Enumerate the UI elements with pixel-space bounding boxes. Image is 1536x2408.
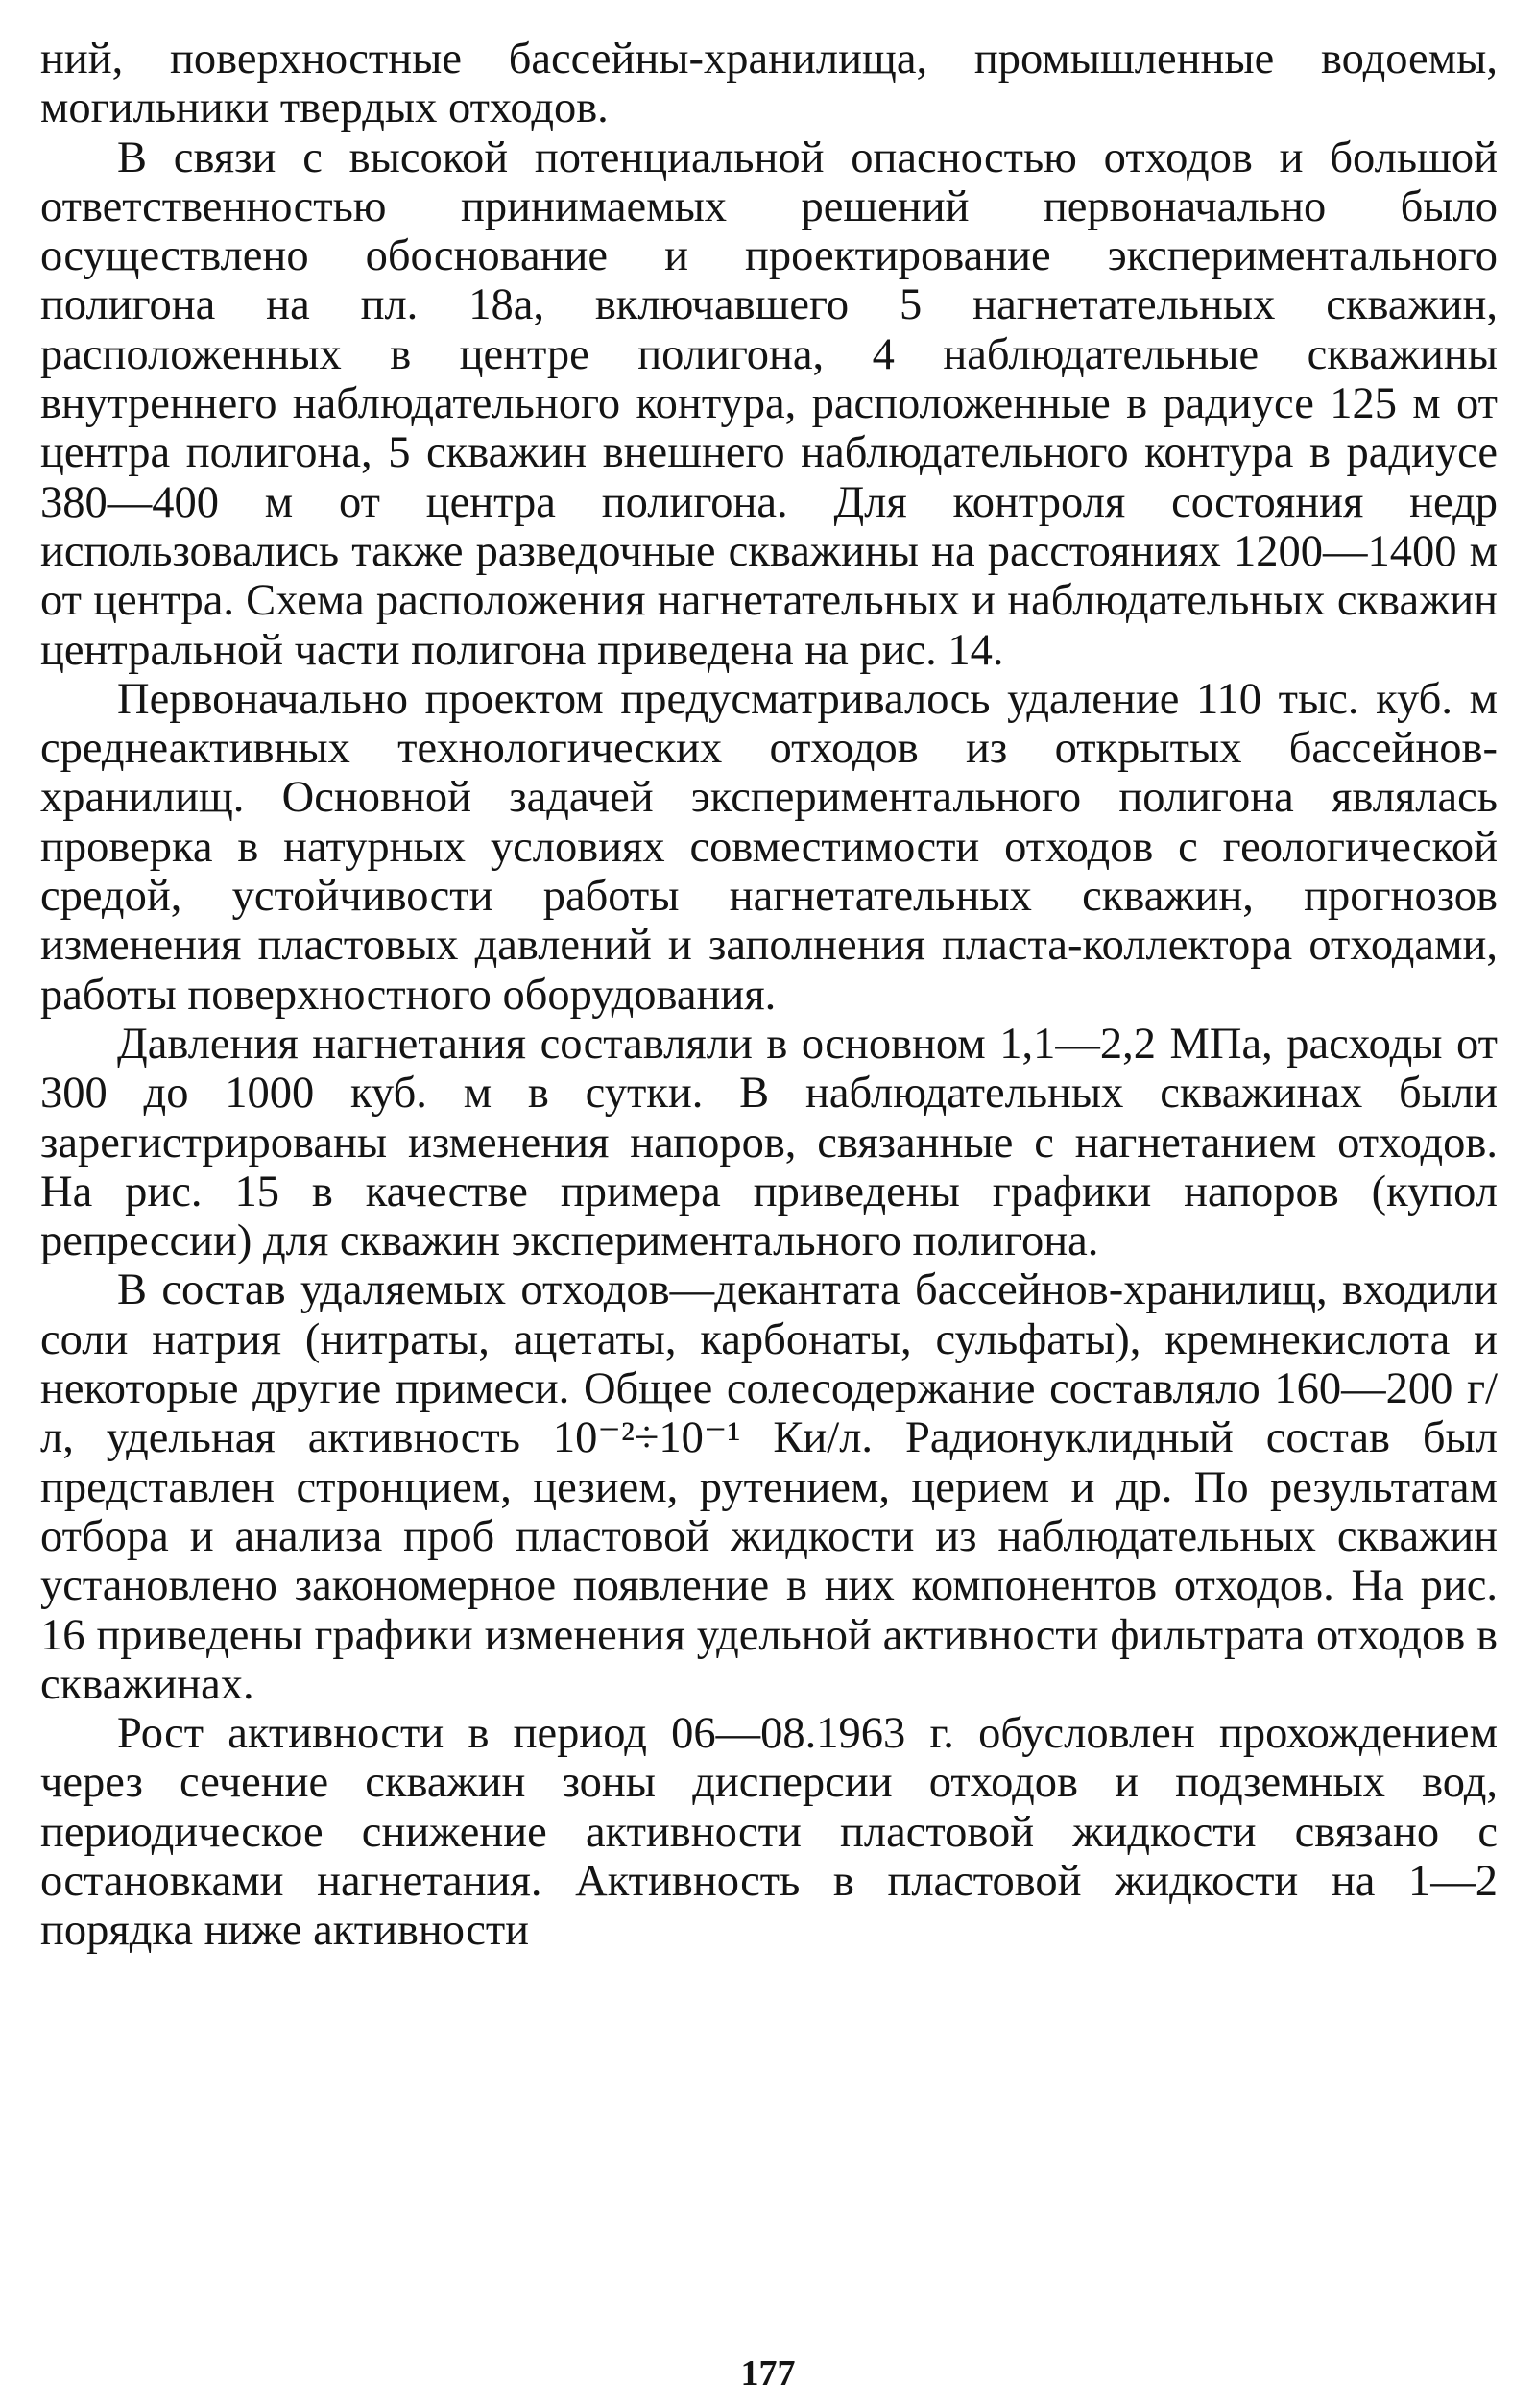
paragraph-experimental-polygon: В связи с высокой потенциальной опасностью отходов и большой ответственностью принимаемых решений первоначально было осуществлено обоснование и проектирование экспериментального полигона на пл. 18а, включавшего 5 нагнетательных скважин, расположенных в центре полигона, 4 наблюдательные скважины внутреннего наблюдательного контура, расположенные в радиусе 125 м от центра полигона, 5 скважин внешнего наблюдательного контура в радиусе 380—400 м от центра полигона. Для контроля состояния недр использовались также разведочные скважины на расстояниях 1200—1400 м от центра. Схема расположения нагнетательных и наблюдательных скважин центральной части полигона приведена на рис. 14. xyxy=(40,132,1498,675)
paragraph-activity-growth: Рост активности в период 06—08.1963 г. обусловлен прохождением через сечение скважин зоны дисперсии отходов и подземных вод, периодическое снижение активности пластовой жидкости связано с остановками нагнетания. Активность в пластовой жидкости на 1—2 порядка ниже активности xyxy=(40,1709,1498,1956)
page-number: 177 xyxy=(740,2353,796,2394)
body-text xyxy=(40,35,1498,1956)
paragraph-injection-pressure: Давления нагнетания составляли в основном 1,1—2,2 МПа, расходы от 300 до 1000 куб. м в сутки. В наблюдательных скважинах были зарегистрированы изменения напоров, связанные с нагнетанием отходов. На рис. 15 в качестве примера приведены графики напоров (купол репрессии) для скважин экспериментального полигона. xyxy=(40,1019,1498,1266)
paragraph-waste-composition: В состав удаляемых отходов—декантата бассейнов-хранилищ, входили соли натрия (нитраты, ацетаты, карбонаты, сульфаты), кремнекислота и некоторые другие примеси. Общее солесодержание составляло 160—200 г/л, удельная активность 10⁻²÷10⁻¹ Ки/л. Радионуклидный состав был представлен стронцием, цезием, рутением, церием и др. По результатам отбора и анализа проб пластовой жидкости из наблюдательных скважин установлено закономерное появление в них компонентов отходов. На рис. 16 приведены графики изменения удельной активности фильтрата отходов в скважинах. xyxy=(40,1265,1498,1709)
paragraph-project-goals: Первоначально проектом предусматривалось удаление 110 тыс. куб. м среднеактивных технологических отходов из открытых бассейнов-хранилищ. Основной задачей экспериментального полигона являлась проверка в натурных условиях совместимости отходов с геологической средой, устойчивости работы нагнетательных скважин, прогнозов изменения пластовых давлений и заполнения пласта-коллектора отходами, работы поверхностного оборудования. xyxy=(40,674,1498,1020)
paragraph-continuation: ний, поверхностные бассейны-хранилища, промышленные водоемы, могильники твердых отходов. xyxy=(40,35,1498,133)
